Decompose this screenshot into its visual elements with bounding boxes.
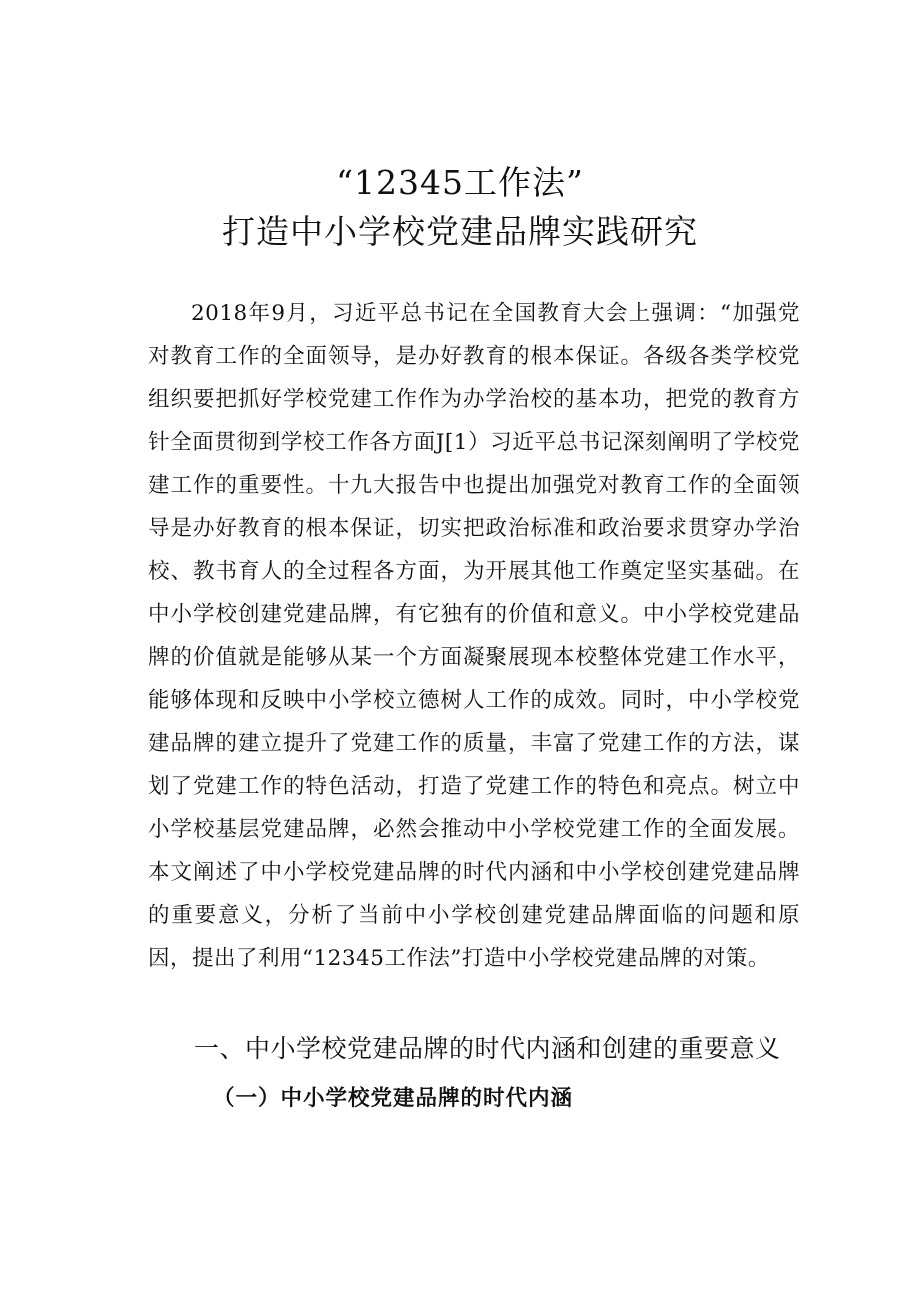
document-title-line-1: “12345工作法” <box>336 163 584 202</box>
subsection-heading: （一）中小学校党建品牌的时代内涵 <box>213 1086 574 1111</box>
section-heading: 一、中小学校党建品牌的时代内涵和创建的重要意义 <box>194 1034 781 1063</box>
body-paragraph: 2018年9月，习近平总书记在全国教育大会上强调：“加强党对教育工作的全面领导，是办好教育的根本保证。各级各类学校党组织要把抓好学校党建工作作为办学治校的基本功，把党的教育方针全面贯彻到学校工作各方面J[1）习近平总书记深刻阐明了学校党建工作的重要性。十九大报告中也提出加强党对教育工作的全面领导是办好教育的根本保证，切实把政治标准和政治要求贯穿办学治校、教书育人的全过程各方面，为开展其他工作奠定坚实基础。在中小学校创建党建品牌，有它独有的价值和意义。中小学校党建品牌的价值就是能够从某一个方面凝聚展现本校整体党建工作水平，能够体现和反映中小学校立德树人工作的成效。同时，中小学校党建品牌的建立提升了党建工作的质量，丰富了党建工作的方法，谋划了党建工作的特色活动，打造了党建工作的特色和亮点。树立中小学校基层党建品牌，必然会推动中小学校党建工作的全面发展。本文阐述了中小学校党建品牌的时代内涵和中小学校创建党建品牌的重要意义，分析了当前中小学校创建党建品牌面临的问题和原因，提出了利用“12345工作法”打造中小学校党建品牌的对策。 <box>148 301 800 971</box>
document-title-line-2: 打造中小学校党建品牌实践研究 <box>222 212 698 251</box>
